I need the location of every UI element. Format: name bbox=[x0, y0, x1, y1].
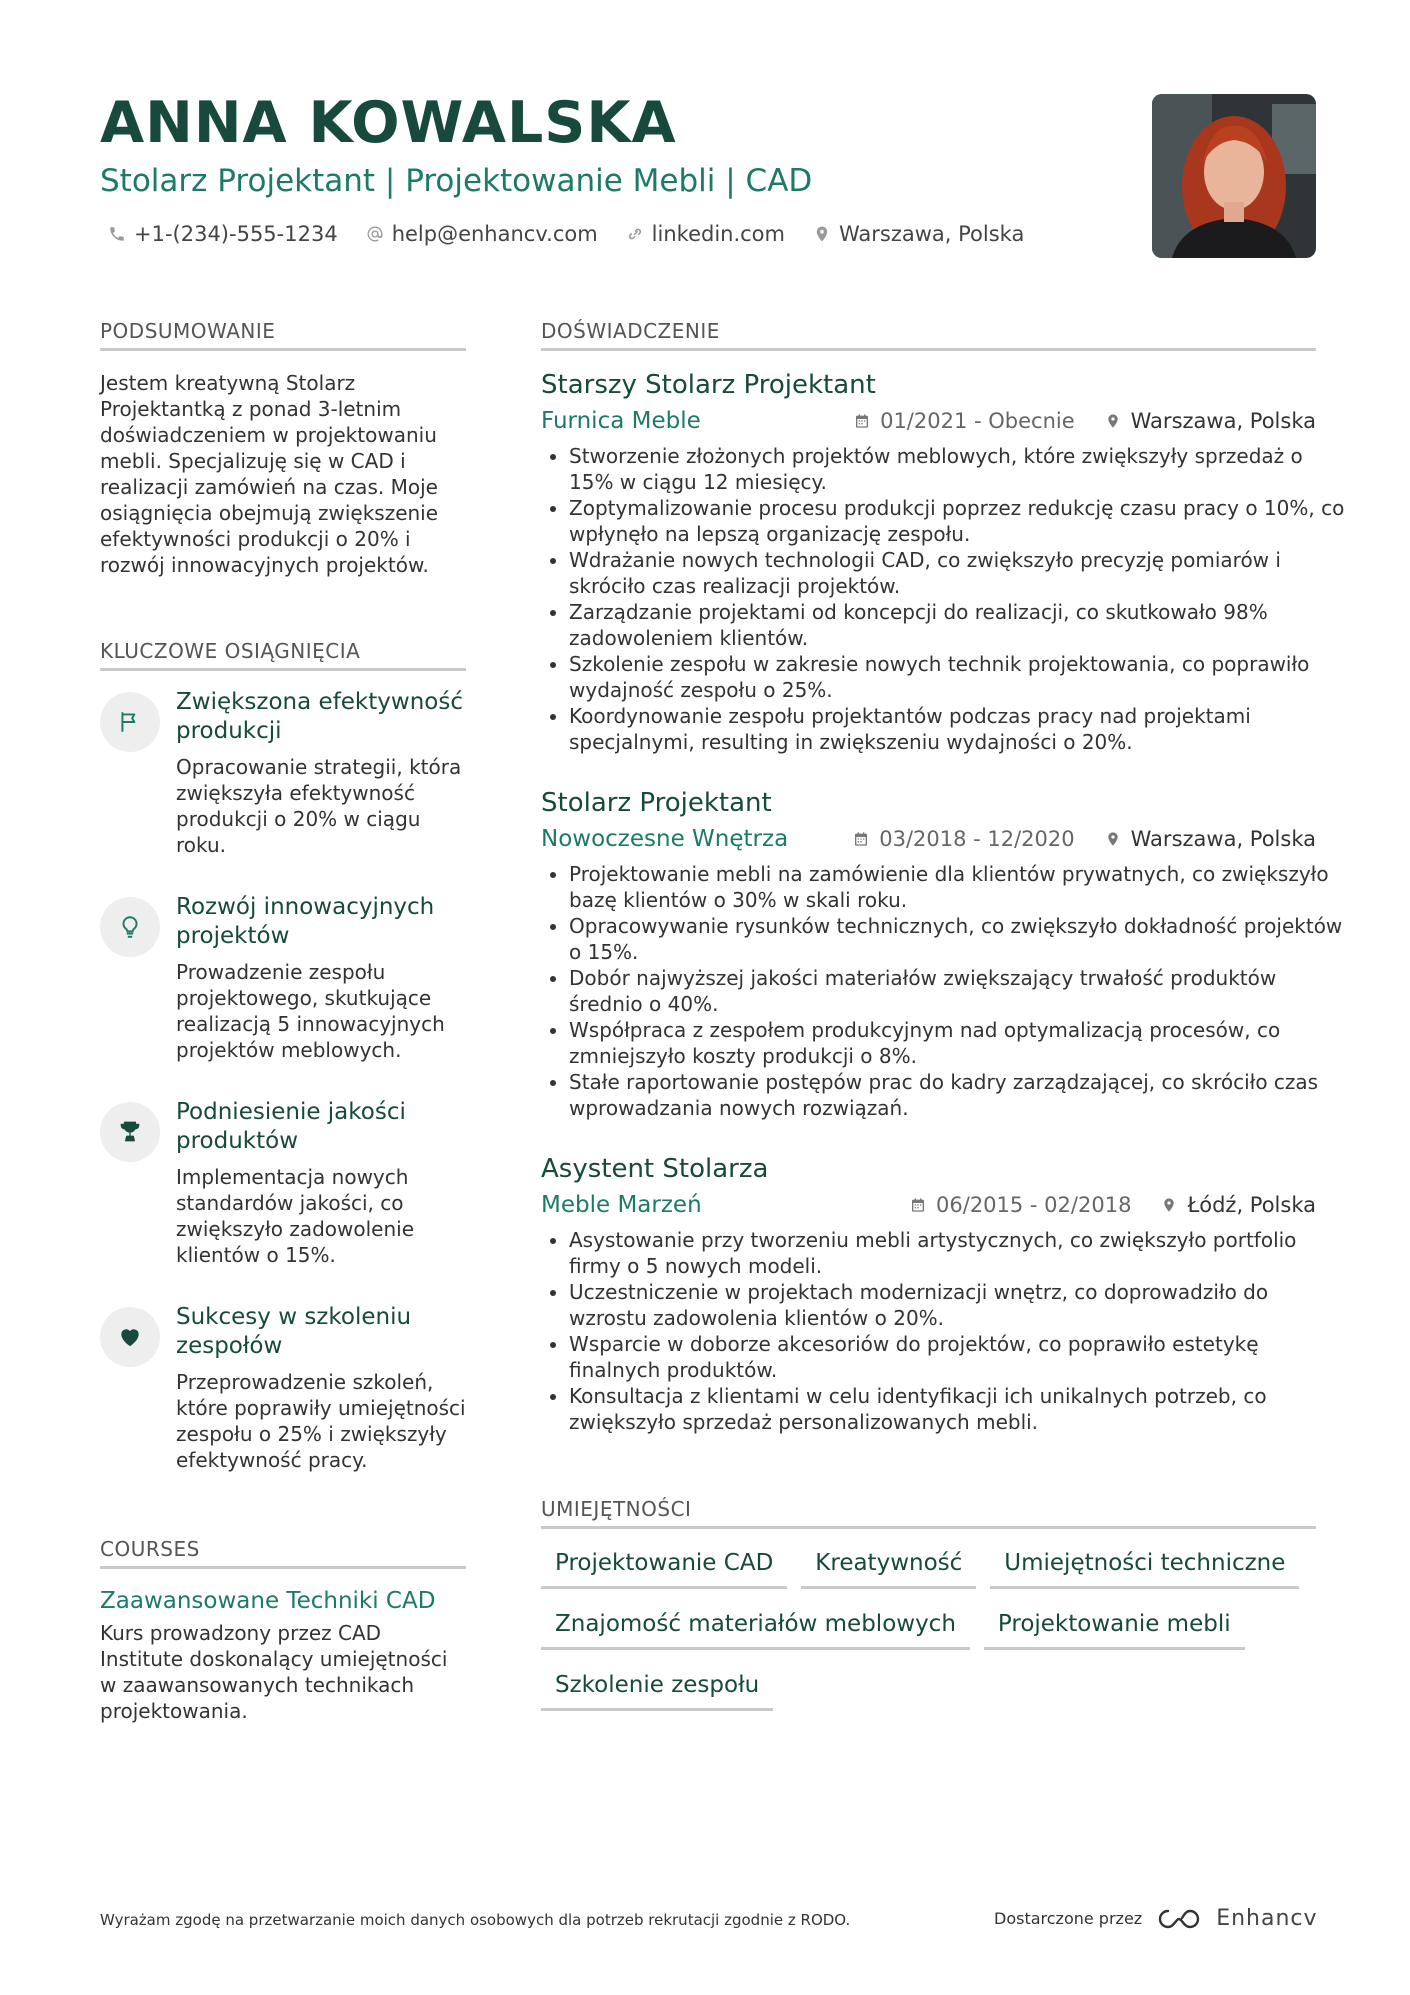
summary-text: Jestem kreatywną Stolarz Projektantką z ponad 3-letnim doświadczeniem w projektowaniu mebli. Specjalizuję się w CAD i realizacji zamówień na czas. Moje osiągnięcia obejmują zwiększenie efektywności produkcji o 20% i rozwój innowacyjnych projektów. bbox=[100, 371, 439, 577]
list-item: • Wdrażanie nowych technologii CAD, co zwiększyło precyzję pomiarów i skróciło czas realizacji projektów. bbox=[569, 547, 1349, 599]
achievement-title: Rozwój innowacyjnych projektów bbox=[176, 894, 435, 949]
contact-email[interactable] bbox=[366, 218, 598, 250]
list-item: • Projektowanie mebli na zamówienie dla klientów prywatnych, co zwiększyło bazę klientów o 30% w skali roku. bbox=[569, 861, 1349, 913]
heart-icon bbox=[117, 1324, 143, 1350]
flag-icon bbox=[117, 709, 143, 735]
calendar-icon bbox=[853, 831, 869, 847]
list-item: • Konsultacja z klientami w celu identyfikacji ich unikalnych potrzeb, co zwiększyło sprzedaż personalizowanych mebli. bbox=[569, 1383, 1349, 1435]
enhancv-logo-icon bbox=[1156, 1907, 1202, 1931]
contact-phone bbox=[108, 218, 338, 250]
contact-linkedin-text[interactable]: linkedin.com bbox=[651, 222, 785, 246]
location-pin-icon bbox=[813, 225, 831, 243]
candidate-headline: Stolarz Projektant | Projektowanie Mebli | CAD bbox=[100, 163, 813, 199]
achievement-desc: Implementacja nowych standardów jakości, co zwiększyło zadowolenie klientów o 15%. bbox=[176, 1165, 415, 1267]
location-pin-icon bbox=[1105, 413, 1121, 429]
trophy-icon bbox=[117, 1119, 143, 1145]
summary-heading: PODSUMOWANIE bbox=[100, 318, 466, 351]
job-title: Stolarz Projektant bbox=[541, 788, 772, 818]
link-icon bbox=[626, 225, 644, 243]
job-bullets bbox=[541, 443, 1349, 755]
list-item: • Stałe raportowanie postępów prac do kadry zarządzającej, co skróciło czas wprowadzania nowych rozwiązań. bbox=[569, 1069, 1349, 1121]
achievement-icon-badge bbox=[100, 692, 160, 752]
skill-tag: Znajomość materiałów meblowych bbox=[541, 1605, 970, 1650]
course-title: Zaawansowane Techniki CAD bbox=[100, 1588, 436, 1614]
job-bullets bbox=[541, 1227, 1349, 1435]
job-dates: 03/2018 - 12/2020 bbox=[879, 827, 1075, 851]
list-item: • Współpraca z zespołem produkcyjnym nad optymalizacją procesów, co zmniejszyło koszty produkcji o 8%. bbox=[569, 1017, 1349, 1069]
powered-by-label: Dostarczone przez bbox=[994, 1909, 1143, 1928]
achievement-desc: Opracowanie strategii, która zwiększyła efektywność produkcji o 20% w ciągu roku. bbox=[176, 755, 462, 857]
list-item: • Dobór najwyższej jakości materiałów zwiększający trwałość produktów średnio o 40%. bbox=[569, 965, 1349, 1017]
list-item: • Szkolenie zespołu w zakresie nowych technik projektowania, co poprawiło wydajność zespołu o 25%. bbox=[569, 651, 1349, 703]
powered-by[interactable] bbox=[994, 1906, 1318, 1931]
achievement-icon-badge bbox=[100, 1102, 160, 1162]
job-company: Furnica Meble bbox=[541, 408, 701, 434]
job-meta bbox=[910, 1190, 1316, 1220]
job-location: Warszawa, Polska bbox=[1130, 827, 1316, 851]
job-location: Warszawa, Polska bbox=[1130, 409, 1316, 433]
calendar-icon bbox=[854, 413, 870, 429]
job-dates: 01/2021 - Obecnie bbox=[880, 409, 1075, 433]
location-pin-icon bbox=[1105, 831, 1121, 847]
at-icon bbox=[366, 225, 384, 243]
list-item: • Koordynowanie zespołu projektantów podczas pracy nad projektami specjalnymi, resulting in zwiększeniu wydajności o 20%. bbox=[569, 703, 1349, 755]
achievement-title: Podniesienie jakości produktów bbox=[176, 1099, 406, 1154]
achievements-heading: KLUCZOWE OSIĄGNIĘCIA bbox=[100, 638, 466, 671]
achievement-title: Zwiększona efektywność produkcji bbox=[176, 689, 463, 744]
job-meta bbox=[853, 824, 1316, 854]
skill-tag: Kreatywność bbox=[801, 1544, 976, 1589]
list-item: • Zoptymalizowanie procesu produkcji poprzez redukcję czasu pracy o 10%, co wpłynęło na lepszą organizację zespołu. bbox=[569, 495, 1349, 547]
job-meta bbox=[854, 406, 1316, 436]
enhancv-brand: Enhancv bbox=[1216, 1906, 1318, 1931]
location-pin-icon bbox=[1161, 1197, 1177, 1213]
skills-list bbox=[541, 1544, 1321, 1711]
job-company: Meble Marzeń bbox=[541, 1192, 702, 1218]
job-title: Asystent Stolarza bbox=[541, 1154, 769, 1184]
achievement-title: Sukcesy w szkoleniu zespołów bbox=[176, 1304, 412, 1359]
contact-location-text: Warszawa, Polska bbox=[838, 222, 1025, 246]
skill-tag: Szkolenie zespołu bbox=[541, 1666, 773, 1711]
contact-phone-text: +1-(234)-555-1234 bbox=[134, 222, 338, 246]
job-location: Łódź, Polska bbox=[1187, 1193, 1316, 1217]
skill-tag: Projektowanie CAD bbox=[541, 1544, 787, 1589]
list-item: • Opracowywanie rysunków technicznych, co zwiększyło dokładność projektów o 15%. bbox=[569, 913, 1349, 965]
course-desc: Kurs prowadzony przez CAD Institute doskonalący umiejętności w zaawansowanych technikach projektowania. bbox=[100, 1621, 448, 1723]
contact-bar bbox=[108, 218, 1024, 250]
lightbulb-icon bbox=[117, 914, 143, 940]
calendar-icon bbox=[910, 1197, 926, 1213]
skill-tag: Umiejętności techniczne bbox=[990, 1544, 1299, 1589]
job-bullets bbox=[541, 861, 1349, 1121]
achievement-desc: Przeprowadzenie szkoleń, które poprawiły umiejętności zespołu o 25% i zwiększyły efektywność pracy. bbox=[176, 1370, 466, 1472]
job-dates: 06/2015 - 02/2018 bbox=[936, 1193, 1132, 1217]
profile-photo bbox=[1152, 94, 1316, 258]
contact-location bbox=[813, 218, 1024, 250]
list-item: • Zarządzanie projektami od koncepcji do realizacji, co skutkowało 98% zadowoleniem klientów. bbox=[569, 599, 1349, 651]
phone-icon bbox=[108, 225, 126, 243]
list-item: • Stworzenie złożonych projektów meblowych, które zwiększyły sprzedaż o 15% w ciągu 12 miesięcy. bbox=[569, 443, 1349, 495]
skill-tag: Projektowanie mebli bbox=[984, 1605, 1245, 1650]
job-title: Starszy Stolarz Projektant bbox=[541, 370, 876, 400]
courses-heading: COURSES bbox=[100, 1536, 466, 1569]
job-company: Nowoczesne Wnętrza bbox=[541, 826, 789, 852]
gdpr-consent: Wyrażam zgodę na przetwarzanie moich danych osobowych dla potrzeb rekrutacji zgodnie z RODO. bbox=[100, 1911, 851, 1929]
skills-heading: UMIEJĘTNOŚCI bbox=[541, 1496, 1316, 1529]
achievement-icon-badge bbox=[100, 897, 160, 957]
experience-heading: DOŚWIADCZENIE bbox=[541, 318, 1316, 351]
list-item: • Wsparcie w doborze akcesoriów do projektów, co poprawiło estetykę finalnych produktów. bbox=[569, 1331, 1349, 1383]
list-item: • Uczestniczenie w projektach modernizacji wnętrz, co doprowadziło do wzrostu zadowolenia klientów o 20%. bbox=[569, 1279, 1349, 1331]
candidate-name: ANNA KOWALSKA bbox=[100, 90, 677, 156]
achievement-icon-badge bbox=[100, 1307, 160, 1367]
contact-email-text[interactable]: help@enhancv.com bbox=[391, 222, 598, 246]
achievement-desc: Prowadzenie zespołu projektowego, skutkujące realizacją 5 innowacyjnych projektów meblowych. bbox=[176, 960, 445, 1062]
list-item: • Asystowanie przy tworzeniu mebli artystycznych, co zwiększyło portfolio firmy o 5 nowych modeli. bbox=[569, 1227, 1349, 1279]
contact-linkedin[interactable] bbox=[626, 218, 785, 250]
